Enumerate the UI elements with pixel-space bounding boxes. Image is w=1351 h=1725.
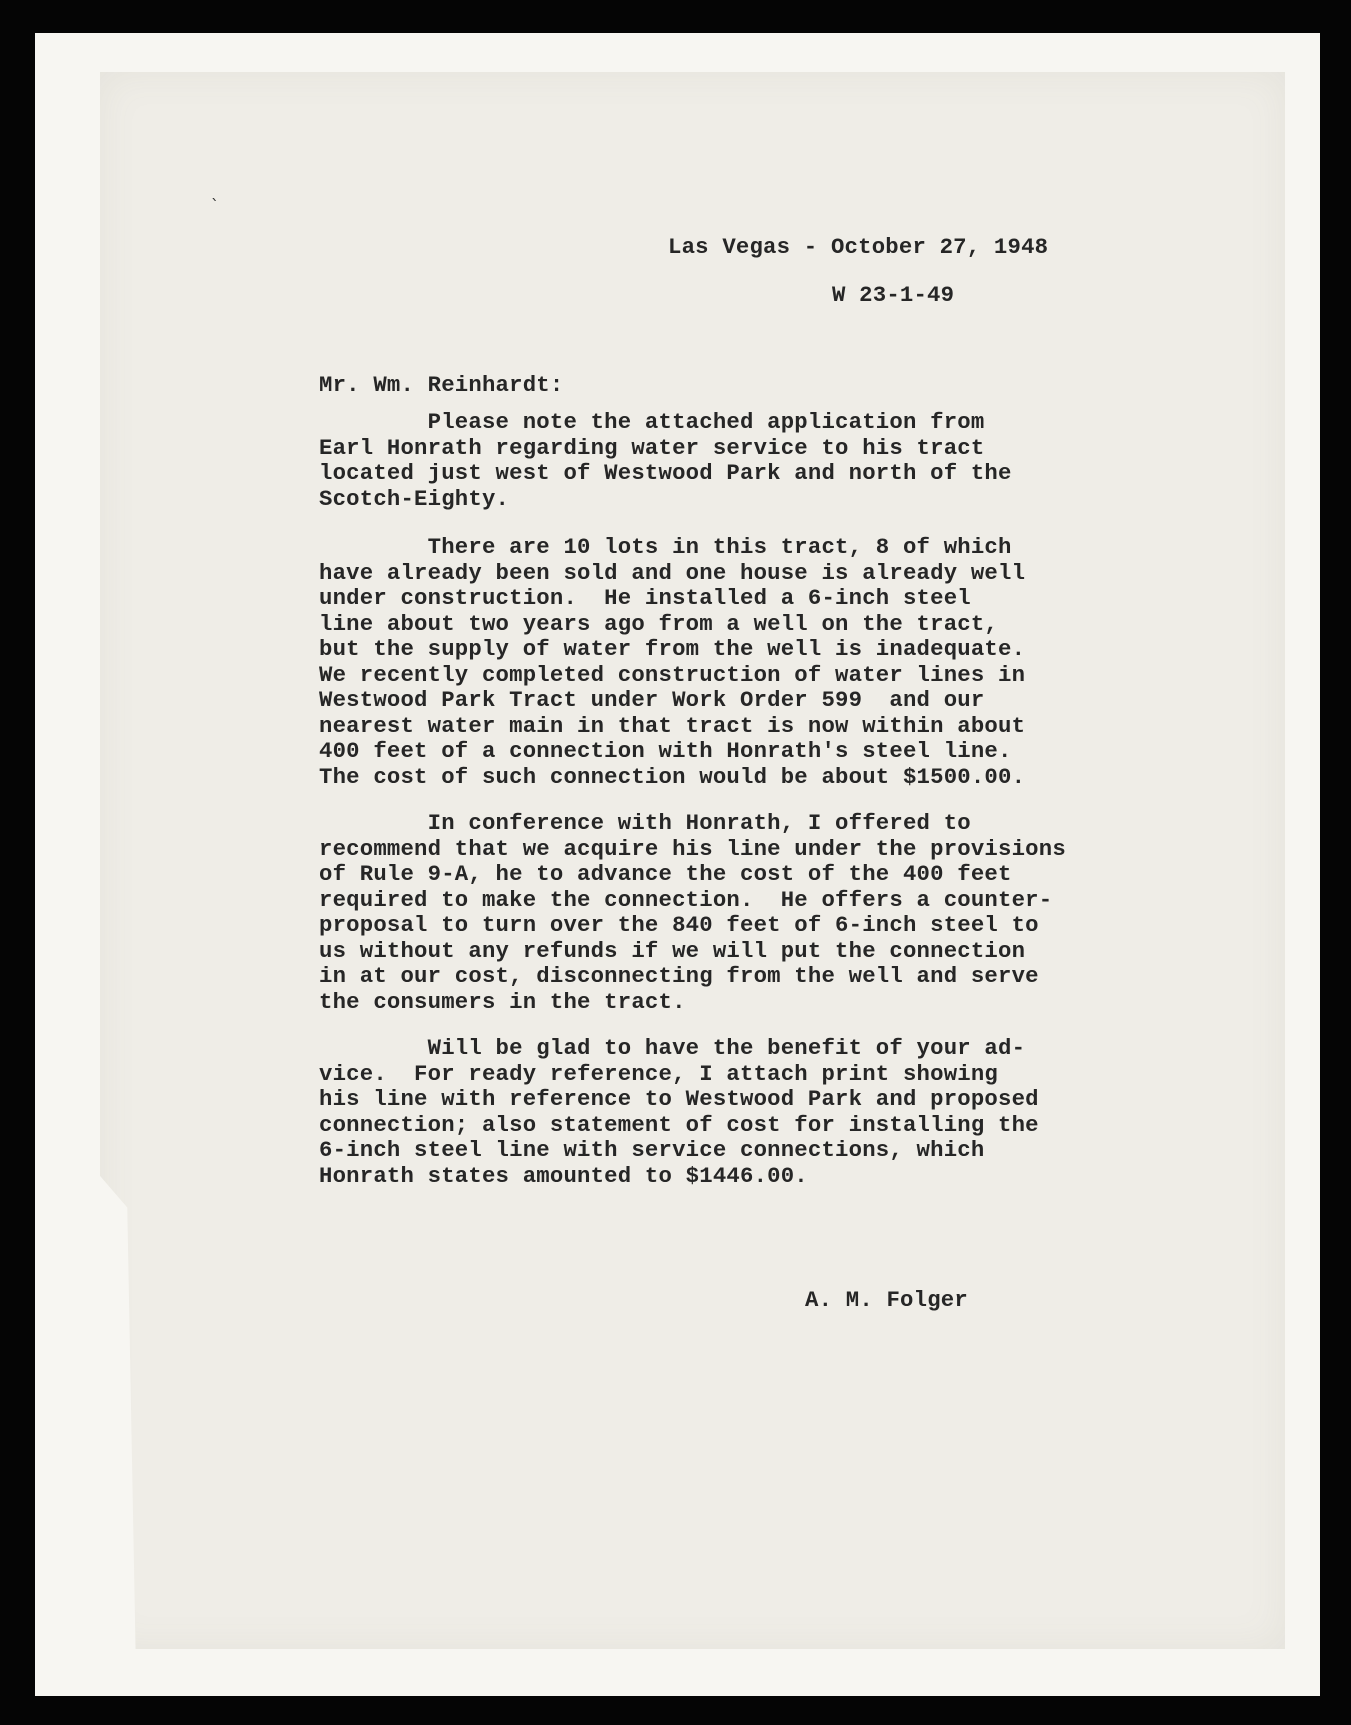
signature: A. M. Folger (805, 1287, 968, 1313)
paragraph-1: Please note the attached application from Earl Honrath regarding water service to his tract located just west of Westwood Park and north of the Scotch-Eighty. (319, 409, 1012, 512)
salutation: Mr. Wm. Reinhardt: (319, 372, 564, 398)
paragraph-2: There are 10 lots in this tract, 8 of which have already been sold and one house is already well under construction. He installed a 6-inch steel line about two years ago from a well on the tract, but the supply of water from the well is inadequate. We recently completed construction of water lines in Westwood Park Tract under Work Order 599 and our nearest water main in that tract is now within about 400 feet of a connection with Honrath's steel line. The cost of such connection would be about $1500.00. (319, 534, 1026, 790)
letter-dateline: Las Vegas - October 27, 1948 (668, 234, 1049, 260)
pencil-mark-icon: ˎ (211, 182, 219, 201)
paragraph-3: In conference with Honrath, I offered to recommend that we acquire his line under the provisions of Rule 9-A, he to advance the cost of the 400 feet required to make the connection. He offers a counter- proposal to turn over the 840 feet of 6-inch steel to us without any refunds if we will put the connection in at our cost, disconnecting from the well and serve the consumers in the tract. (319, 810, 1066, 1015)
paragraph-4: Will be glad to have the benefit of your ad- vice. For ready reference, I attach print showing his line with reference to Westwood Park and proposed connection; also statement of cost for installing the 6-inch steel line with service connections, which Honrath states amounted to $1446.00. (319, 1035, 1039, 1189)
file-number: W 23-1-49 (832, 282, 955, 308)
